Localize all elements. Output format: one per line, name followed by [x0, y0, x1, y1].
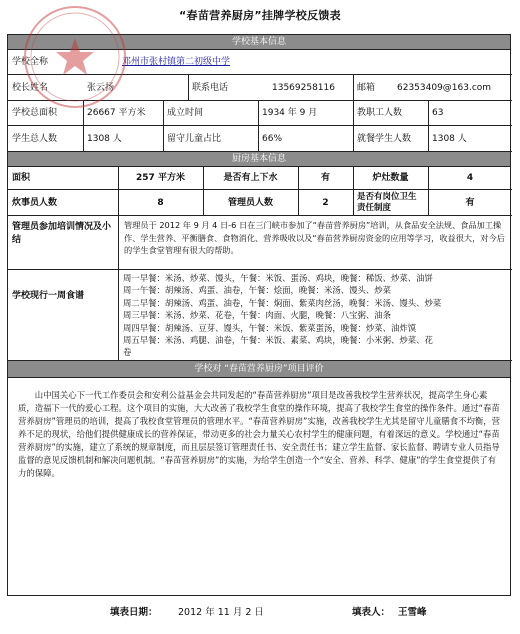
- school-name-value: 邓州市张村镇第二初级中学: [122, 57, 231, 67]
- phone-label: 联系电话: [192, 82, 229, 93]
- managers-label: 管理员人数: [227, 197, 273, 208]
- menu-label: 学校现行一周食谱: [12, 291, 85, 301]
- form-title: “春苗营养厨房”挂牌学校反馈表: [179, 9, 341, 22]
- fill-date-label: 填表日期：: [110, 607, 158, 618]
- cooks-value: 8: [157, 197, 164, 208]
- email-value: 62353409@163.com: [397, 82, 492, 93]
- duty-label: 是否有岗位卫生责任制度: [357, 191, 417, 213]
- menu-list: [118, 272, 512, 360]
- duty-value: 有: [465, 197, 475, 208]
- founded-value: 1934 年 9 月: [262, 108, 318, 118]
- menu-line: 周二早餐：胡辣汤、鸡蛋、油卷，午餐：焖面、紫菜肉丝汤，晚餐：米汤、馒头、炒菜: [123, 297, 442, 308]
- filler-value: 王雪峰: [398, 607, 427, 618]
- principal-label: 校长姓名: [12, 82, 49, 93]
- section-kitchen-info: 厨房基本信息: [8, 152, 510, 167]
- evaluation-text: 山中国关心下一代工作委员会和安利公益基金会共同发起的“春苗营养厨房”项目是改善我校学生营养状况，提高学生身心素质，造福下一代的爱心工程。这个项目的实施，大大改善了我校学生食堂的操作环境，提高了我校学生食堂的操作条件。通过“春苗营养厨房”管理员的培训，提高了我校食堂管理员的管理水平。“春苗营养厨房”实施，改善我校学生尤其是留守儿童膳食不均衡，营养不足的现状，给他们提供健康成长的营养保证，带动更多的社会力量关心农村学生的健康问题，有着深远的意义。学校通过“春苗营养厨房”的实施，建立了系统的规章制度，而且层层签订管理责任书、安全责任书；建立学生监督、家长监督、聘请专业人员指导监督的意见反馈机制和解决问题机制。“春苗营养厨房”的实施，为给学生创造一个“安全、营养、科学、健康”的学生食堂提供了有力的保障。: [18, 390, 501, 478]
- left-behind-value: 66%: [262, 133, 283, 144]
- menu-line: 周一早餐：米汤、炒菜、馒头，午餐：米饭、蛋汤、鸡块，晚餐：稀饭、炒菜、油饼: [123, 273, 433, 283]
- stoves-value: 4: [466, 173, 474, 183]
- menu-line: 周五早餐：米汤、鸡腿、油卷，午餐：米饭、素菜、鸡块，晚餐：小米粥、炒菜、花: [123, 335, 433, 346]
- stoves-label: 炉灶数量: [372, 173, 409, 183]
- menu-line: 周三早餐：米汤、炒菜、花卷，午餐：肉面、火腿，晚餐：八宝粥、油条: [123, 310, 391, 321]
- founded-label: 成立时间: [167, 108, 204, 118]
- staff-value: 63: [432, 108, 444, 118]
- school-seal-stamp: [24, 6, 126, 108]
- staff-label: 教职工人数: [357, 108, 403, 118]
- menu-line: 周四早餐：胡辣汤、豆芽、馒头，午餐：米饭、紫菜蛋汤，晚餐：炒菜、油炸馍: [123, 322, 417, 333]
- diners-label: 就餐学生人数: [357, 133, 412, 144]
- filler-label: 填表人：: [352, 607, 391, 618]
- area-value: 26667 平方米: [87, 108, 146, 118]
- principal-value: 张云扬: [87, 82, 115, 93]
- left-behind-label: 留守儿童占比: [167, 133, 222, 144]
- training-label: 管理员参加培训情况及小结: [12, 222, 112, 245]
- kitchen-area-value: 257 平方米: [136, 173, 185, 183]
- email-label: 邮箱: [357, 82, 376, 93]
- water-label: 是否有上下水: [223, 173, 278, 183]
- phone-value: 13569258116: [272, 82, 335, 93]
- cooks-label: 炊事员人数: [12, 197, 58, 208]
- menu-line: 卷: [123, 347, 132, 358]
- training-text: 管理员于 2012 年 9 月 4 日-6 日在三门峡市参加了“春苗营养厨房”培训，从食品安全法规、食品加工操作、学生营养、平衡膳食、食物消化、营养吸收以及“春苗营养厨房资金的应用等学习，收益很大，对今后的学生食堂管理有很大的帮助。: [124, 220, 505, 255]
- menu-line: 周一午餐：胡辣汤、鸡蛋、油卷，午餐：烩面，晚餐：米汤、馒头、炒菜: [123, 285, 391, 296]
- kitchen-area-label: 面积: [12, 173, 31, 183]
- section-evaluation: 学校对 “春苗营养厨房”项目评价: [8, 361, 510, 378]
- feedback-form: [7, 34, 511, 596]
- section-school-info: 学校基本信息: [8, 35, 510, 50]
- school-name-label: 学校全称: [12, 57, 49, 67]
- fill-date-value: 2012 年 11 月 2 日: [178, 607, 264, 618]
- students-value: 1308 人: [87, 133, 122, 144]
- diners-value: 1308 人: [432, 133, 467, 144]
- managers-value: 2: [322, 197, 329, 208]
- area-label: 学校总面积: [12, 108, 58, 118]
- water-value: 有: [320, 173, 330, 183]
- students-label: 学生总人数: [12, 133, 58, 144]
